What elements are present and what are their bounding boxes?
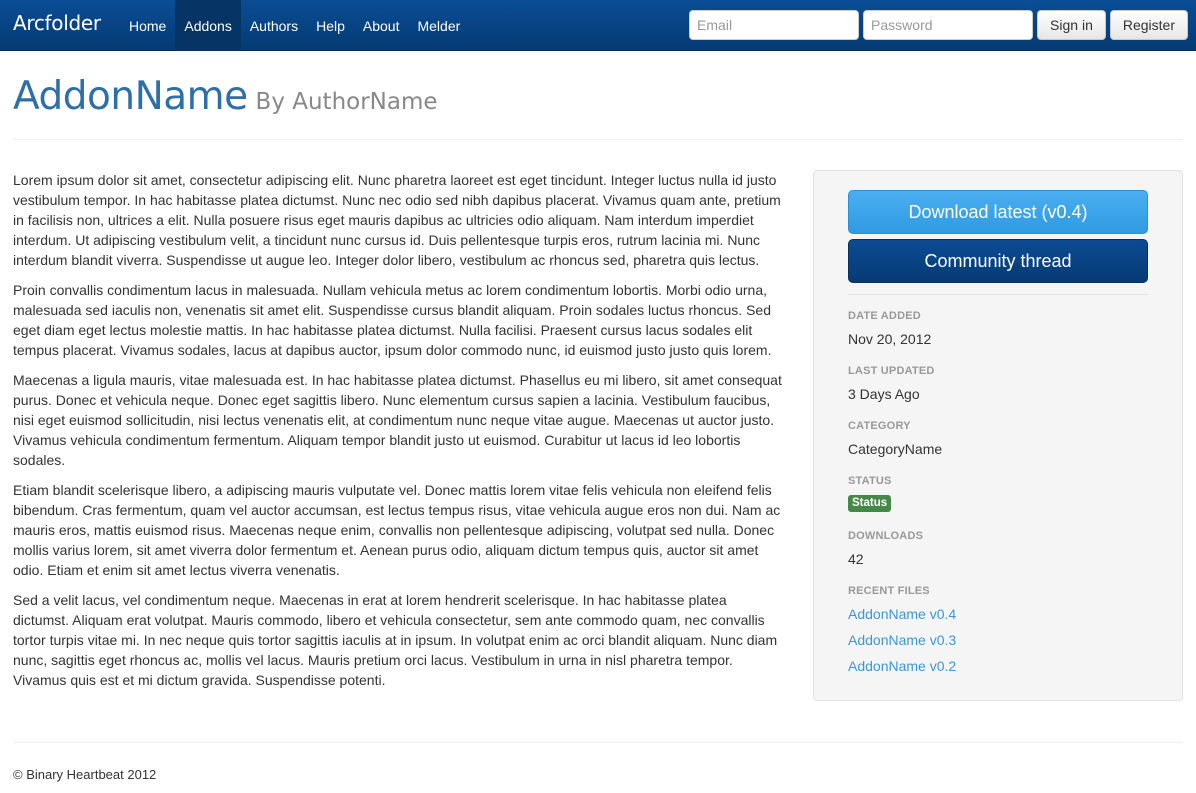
addon-sidebar [813,170,1183,701]
nav-authors[interactable]: Authors [249,17,299,34]
status-label: STATUS [848,475,892,487]
downloads-count: 42 [848,551,864,567]
login-form [689,10,1188,40]
downloads-section [848,530,1148,567]
date-added-section [848,310,1148,347]
community-thread-button[interactable]: Community thread [848,239,1148,283]
brand-logo[interactable]: Arcfolder [13,11,101,35]
page-header [13,74,1183,140]
date-added-label: DATE ADDED [848,310,921,322]
date-added-value: Nov 20, 2012 [848,331,932,347]
nav-about[interactable]: About [362,17,400,34]
password-input[interactable] [863,10,1033,40]
nav-addons[interactable]: Addons [175,0,240,51]
email-input[interactable] [689,10,859,40]
sign-in-button[interactable]: Sign in [1037,10,1106,40]
nav-home[interactable]: Home [129,17,167,34]
downloads-label: DOWNLOADS [848,530,924,542]
category-value: CategoryName [848,441,943,457]
last-updated-value: 3 Days Ago [848,386,920,402]
status-section [848,475,1148,512]
last-updated-label: LAST UPDATED [848,365,935,377]
category-section [848,420,1148,457]
category-label: CATEGORY [848,420,911,432]
download-latest-button[interactable]: Download latest (v0.4) [848,190,1148,234]
sidebar-divider [848,294,1148,295]
copyright-text: © Binary Heartbeat 2012 [13,767,157,782]
recent-file-link[interactable]: AddonName v0.2 [848,658,957,674]
description-paragraph: Etiam blandit scelerisque libero, a adipiscing mauris vulputate vel. Donec mattis lorem vitae felis vehicula non eleifend felis bibendum. Cras fermentum, quam vel auctor accumsan, est lectus tempus risus, vitae vehicula augue eros non dui. Nam ac mauris eros, mattis euismod risus. Maecenas neque enim, convallis non pellentesque adipiscing, volutpat sed nulla. Donec mollis varius lorem, sit amet viverra dolor fermentum et. Aenean purus odio, aliquam dictum tempus quis, auctor sit amet odio. Etiam et enim sit amet lectus viverra venenatis. [13,482,781,578]
navbar [0,0,1196,51]
recent-files-label: RECENT FILES [848,585,930,597]
last-updated-section [848,365,1148,402]
status-badge: Status [848,495,891,512]
nav-melder[interactable]: Melder [417,17,461,34]
register-button[interactable]: Register [1110,10,1188,40]
footer [13,742,1183,782]
description-paragraph: Maecenas a ligula mauris, vitae malesuada est. In hac habitasse platea dictumst. Phasellus eu mi libero, sit amet consequat purus. Donec et vehicula neque. Donec eget sagittis libero. Nunc elementum cursus sapien a lacinia. Vestibulum faucibus, nisi eget euismod sollicitudin, nisi lectus venenatis elit, at condimentum nunc neque vitae augue. Maecenas ut auctor justo. Vivamus vehicula condimentum fermentum. Aliquam tempor blandit justo ut euismod. Curabitur ut lacus id leo lobortis sodales. [13,372,782,468]
recent-file-link[interactable]: AddonName v0.3 [848,632,957,648]
description-paragraph: Sed a velit lacus, vel condimentum neque. Maecenas in erat at lorem hendrerit scelerisque. In hac habitasse platea dictumst. Aliquam erat volutpat. Mauris commodo, libero et vehicula consectetur, sem ante commodo quam, nec convallis tortor turpis vitae mi. In nec neque quis tortor sagittis iaculis at in ipsum. In volutpat enim ac orci blandit aliquam. Nunc diam nunc, sagittis eget rhoncus ac, mollis vel lacus. Mauris pretium orci lacus. Vestibulum in urna in nisl pharetra tempor. Vivamus quis est et mi dictum gravida. Suspendisse potenti. [13,592,778,688]
main-nav [120,0,469,51]
author-name: By AuthorName [255,89,438,115]
nav-help[interactable]: Help [316,17,345,34]
description-paragraph: Proin convallis condimentum lacus in malesuada. Nullam vehicula metus ac lorem condimentum lobortis. Morbi odio urna, malesuada sed iaculis non, venenatis sit amet elit. Suspendisse cursus blandit aliquam. Proin sodales luctus rhoncus. Sed eget diam eget lectus molestie mattis. In hac habitasse platea dictumst. Nulla facilisi. Praesent cursus lacus sodales elit tempus placerat. Vivamus sodales, lacus at dapibus auctor, ipsum dolor commodo nunc, id euismod justo justo quis lorem. [13,282,772,358]
addon-description [13,170,785,700]
addon-title: AddonName [13,74,248,119]
recent-files-section [848,585,1148,675]
description-paragraph: Lorem ipsum dolor sit amet, consectetur adipiscing elit. Nunc pharetra laoreet est eget tincidunt. Integer luctus nulla id justo vestibulum tempor. In hac habitasse platea dictumst. Nunc nec odio sed nibh dapibus placerat. Vivamus quam ante, pretium in facilisis non, ultrices a elit. Nulla posuere risus eget mauris dapibus ac ultricies odio aliquam. Nam interdum imperdiet interdum. Ut adipiscing vestibulum velit, a tincidunt nunc cursus id. Duis pellentesque turpis eros, rutrum lacinia mi. Nunc interdum blandit viverra. Suspendisse ut augue leo. Integer dolor libero, vestibulum ac rhoncus sed, pharetra quis lectus. [13,172,781,268]
recent-file-link[interactable]: AddonName v0.4 [848,606,957,622]
